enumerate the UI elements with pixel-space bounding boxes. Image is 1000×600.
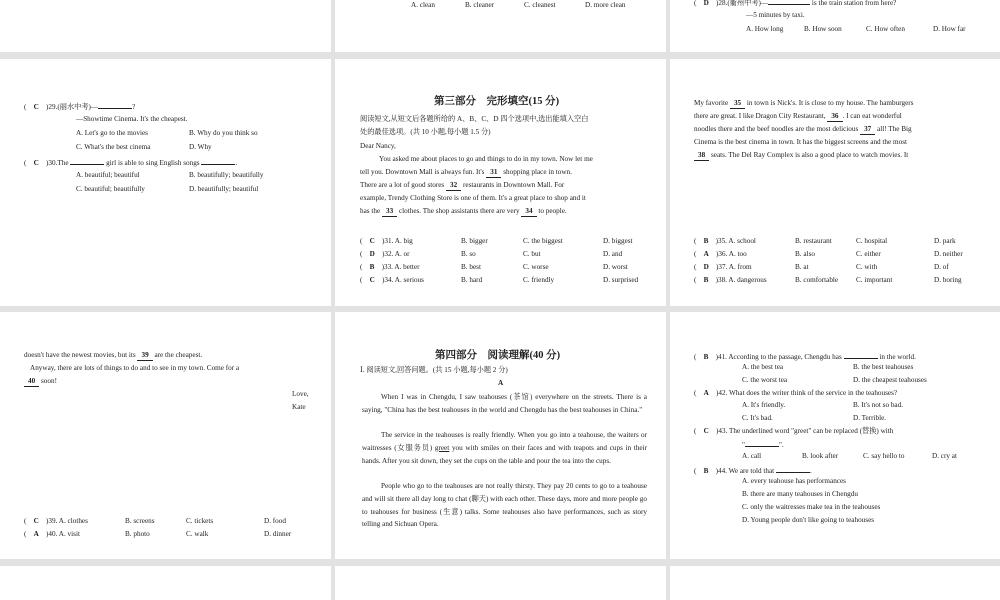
answer: B [369, 263, 375, 271]
answer: A [703, 389, 709, 397]
answer: D [703, 263, 709, 271]
answer: B [703, 467, 709, 475]
slide-questions-29-30 [0, 59, 331, 306]
passage-line: Anyway, there are lots of things to do and to see in my town. Come for a [30, 364, 240, 372]
question-43: ( C )43. The underlined word "greet" can be replaced (替换) with [694, 427, 894, 435]
instructions-2: 处的最佳选项。(共 10 小题,每小题 1.5 分) [360, 128, 491, 136]
paragraph-2: The service in the teahouses is really friendly. When you go into a teahouse, the waiters or waitresses (女服务员) greet you with smiles on their faces and with teapots and cups in their hands. After you sit down, they set the cups on the table and pour the tea into the cups. [362, 431, 647, 465]
passage-line: 38 seats. The Del Ray Complex is also a good place to watch movies. It [694, 150, 908, 161]
option-c: C. worse [523, 263, 549, 271]
slide-top-middle [335, 0, 666, 52]
answer: C [33, 103, 39, 111]
slide-reading-part4 [335, 312, 666, 559]
blank-33: 33 [382, 207, 397, 217]
option-c: C. cleanest [524, 1, 556, 9]
option-b: B. beautifully; beautifully [189, 171, 264, 179]
question-35: ( B )35. A. school [694, 237, 756, 245]
option-d: D. the cheapest teahouses [853, 376, 927, 384]
option-b: B. How soon [804, 25, 842, 33]
passage-line: doesn't have the newest movies, but its 39 are the cheapest. [24, 351, 203, 359]
option-b: B. restaurant [795, 237, 832, 245]
answer: D [369, 250, 375, 258]
option-b: B. screens [125, 517, 155, 525]
q29-reply: —Showtime Cinema. It's the cheapest. [76, 115, 188, 123]
blank-40: 40 [24, 377, 39, 387]
option-c: C. but [523, 250, 541, 258]
passage-line: Cinema is the best cinema in town. It has the biggest screens and the most [694, 138, 907, 146]
option-a: A. beautiful; beautiful [76, 171, 140, 179]
option-c: C. tickets [186, 517, 214, 525]
q43-blank: " ". [742, 438, 784, 451]
answer: A [703, 250, 709, 258]
option-b: B. photo [125, 530, 150, 538]
option-b: B. cleaner [465, 1, 495, 9]
option-d: D. and [603, 250, 623, 258]
slide-next-left [0, 566, 331, 600]
slide-next-right [670, 566, 1000, 600]
blank-37: 37 [860, 125, 875, 135]
slide-top-right [670, 0, 1000, 52]
instructions: 阅读短文,从短文后各题所给的 A、B、C、D 四个选项中,选出能填入空白 [360, 115, 589, 123]
answer: C [369, 237, 375, 245]
option-b: B. hard [461, 276, 483, 284]
slide-cloze-end [0, 312, 331, 559]
question-37: ( D )37. A. from [694, 263, 752, 271]
answer: C [33, 159, 39, 167]
blank-39: 39 [137, 351, 152, 361]
answer: B [703, 353, 709, 361]
option-a: A. the best tea [742, 363, 784, 371]
question-39: ( C )39. A. clothes [24, 517, 88, 525]
option-b: B. at [795, 263, 809, 271]
answer: C [703, 427, 709, 435]
passage-line: has the 33 clothes. The shop assistants there are very 34 to people. [360, 207, 567, 215]
slide-cloze-part3 [335, 59, 666, 306]
option-d: D. boring [934, 276, 962, 284]
option-a: A. every teahouse has performances [742, 477, 846, 485]
option-d: D. park [934, 237, 956, 245]
answer: C [369, 276, 375, 284]
option-d: D. cry at [932, 452, 957, 460]
option-c: C. only the waitresses make tea in the teahouses [742, 503, 881, 511]
closing: Love, [292, 390, 309, 398]
option-b: B. so [461, 250, 476, 258]
passage-line: there are great. I like Dragon City Restaurant, 36 . I can eat wonderful [694, 112, 902, 120]
option-d: D. neither [934, 250, 963, 258]
option-b: B. look after [802, 452, 839, 460]
question-34: ( C )34. A. serious [360, 276, 424, 284]
option-b: B. best [461, 263, 481, 271]
option-d: D. beautifully; beautiful [189, 185, 259, 193]
option-b: B. bigger [461, 237, 488, 245]
option-d: D. Terrible. [853, 414, 887, 422]
option-b: B. also [795, 250, 815, 258]
answer: B [703, 276, 709, 284]
passage-line: noodles there and the beef noodles are the most delicious 37 all! The Big [694, 125, 912, 133]
question-31: ( C )31. A. big [360, 237, 413, 245]
option-d: D. biggest [603, 237, 633, 245]
option-d: D. dinner [264, 530, 292, 538]
blank-38: 38 [694, 151, 709, 161]
option-d: D. Why [189, 143, 212, 151]
q28-reply: —5 minutes by taxi. [746, 11, 805, 19]
option-b: B. comfortable [795, 276, 839, 284]
option-c: C. walk [186, 530, 209, 538]
option-b: B. there are many teahouses in Chengdu [742, 490, 858, 498]
option-d: D. surprised [603, 276, 639, 284]
passage-line: 40 soon! [24, 376, 57, 387]
option-c: C. hospital [856, 237, 888, 245]
answer: B [703, 237, 709, 245]
passage-line: tell you. Downtown Mall is always fun. It's 31 shopping place in town. [360, 168, 572, 176]
greeting: Dear Nancy, [360, 142, 396, 150]
question-33: ( B )33. A. better [360, 263, 420, 271]
blank-31: 31 [486, 168, 501, 178]
signature-name: Kate [292, 403, 306, 411]
question-40: ( A )40. A. visit [24, 530, 80, 538]
option-a: A. How long [746, 25, 784, 33]
option-c: C. How often [866, 25, 905, 33]
section-title: 第三部分 完形填空(15 分) [434, 96, 560, 107]
option-a: A. call [742, 452, 762, 460]
section-title: 第四部分 阅读理解(40 分) [435, 350, 561, 361]
blank-36: 36 [827, 112, 842, 122]
passage-line: My favorite 35 in town is Nick's. It is close to my house. The hamburgers [694, 99, 914, 107]
question-32: ( D )32. A. or [360, 250, 410, 258]
option-c: C. friendly [523, 276, 555, 284]
option-a: A. clean [411, 1, 435, 9]
blank-35: 35 [730, 99, 745, 109]
blank-34: 34 [521, 207, 536, 217]
answer: C [33, 517, 39, 525]
question-28: ( D )28.(衢州中考)— is the train station from here? [694, 0, 896, 9]
option-d: D. more clean [585, 1, 626, 9]
option-d: D. Young people don't like going to teahouses [742, 516, 875, 524]
passage-line: example, Trendy Clothing Store is one of them. It's a great place to shop and it [360, 194, 586, 202]
slide-top-left [0, 0, 331, 52]
option-b: B. Why do you think so [189, 129, 258, 137]
question-38: ( B )38. A. dangerous [694, 276, 767, 284]
question-44: ( B )44. We are told that . [694, 464, 812, 477]
paragraph-3: People who go to the teahouses are not really thirsty. They pay 20 cents to go to a teahouse and will sit there all day long to chat (聊天) with each other. These days, more and more people go to teahouses for business (生意) talks. Some teahouses also have performances, such as story telling and Sichuan Opera. [362, 482, 647, 529]
passage-line: There are a lot of good stores 32 restaurants in Downtown Mall. For [360, 181, 565, 189]
slide-next-middle [335, 566, 666, 600]
passage-label: A [498, 379, 504, 387]
answer: D [703, 0, 709, 7]
option-c: C. the biggest [523, 237, 563, 245]
option-c: C. with [856, 263, 878, 271]
option-c: C. important [856, 276, 893, 284]
slide-reading-questions [670, 312, 1000, 559]
underlined-word-greet: greet [434, 443, 450, 452]
option-c: C. say hello to [863, 452, 905, 460]
question-36: ( A )36. A. too [694, 250, 747, 258]
option-c: C. either [856, 250, 881, 258]
option-b: B. It's not so bad. [853, 401, 904, 409]
question-29: ( C )29.(丽水中考)— ? [24, 100, 135, 113]
option-c: C. It's bad. [742, 414, 773, 422]
option-c: C. What's the best cinema [76, 143, 151, 151]
option-d: D. food [264, 517, 286, 525]
option-c: C. the worst tea [742, 376, 788, 384]
slide-cloze-continued [670, 59, 1000, 306]
option-a: A. It's friendly. [742, 401, 786, 409]
option-d: D. How far [933, 25, 966, 33]
answer: A [33, 530, 39, 538]
option-b: B. the best teahouses [853, 363, 914, 371]
option-c: C. beautiful; beautifully [76, 185, 145, 193]
option-a: A. Let's go to the movies [76, 129, 148, 137]
option-d: D. of [934, 263, 949, 271]
blank-32: 32 [446, 181, 461, 191]
sub-instructions: Ⅰ. 阅读短文,回答问题。(共 15 小题,每小题 2 分) [360, 366, 508, 374]
option-d: D. worst [603, 263, 628, 271]
paragraph-1: When I was in Chengdu, I saw teahouses (茶馆) everywhere on the streets. There is a saying, "China has the best teahouses in the world and Chengdu has the best teahouses in China." [362, 393, 647, 414]
question-42: ( A )42. What does the writer think of the service in the teahouses? [694, 389, 898, 397]
question-30: ( C )30.The girl is able to sing English songs . [24, 156, 237, 169]
question-41: ( B )41. According to the passage, Chengdu has in the world. [694, 350, 916, 363]
passage-line: You asked me about places to go and things to do in my town. Now let me [379, 155, 593, 163]
